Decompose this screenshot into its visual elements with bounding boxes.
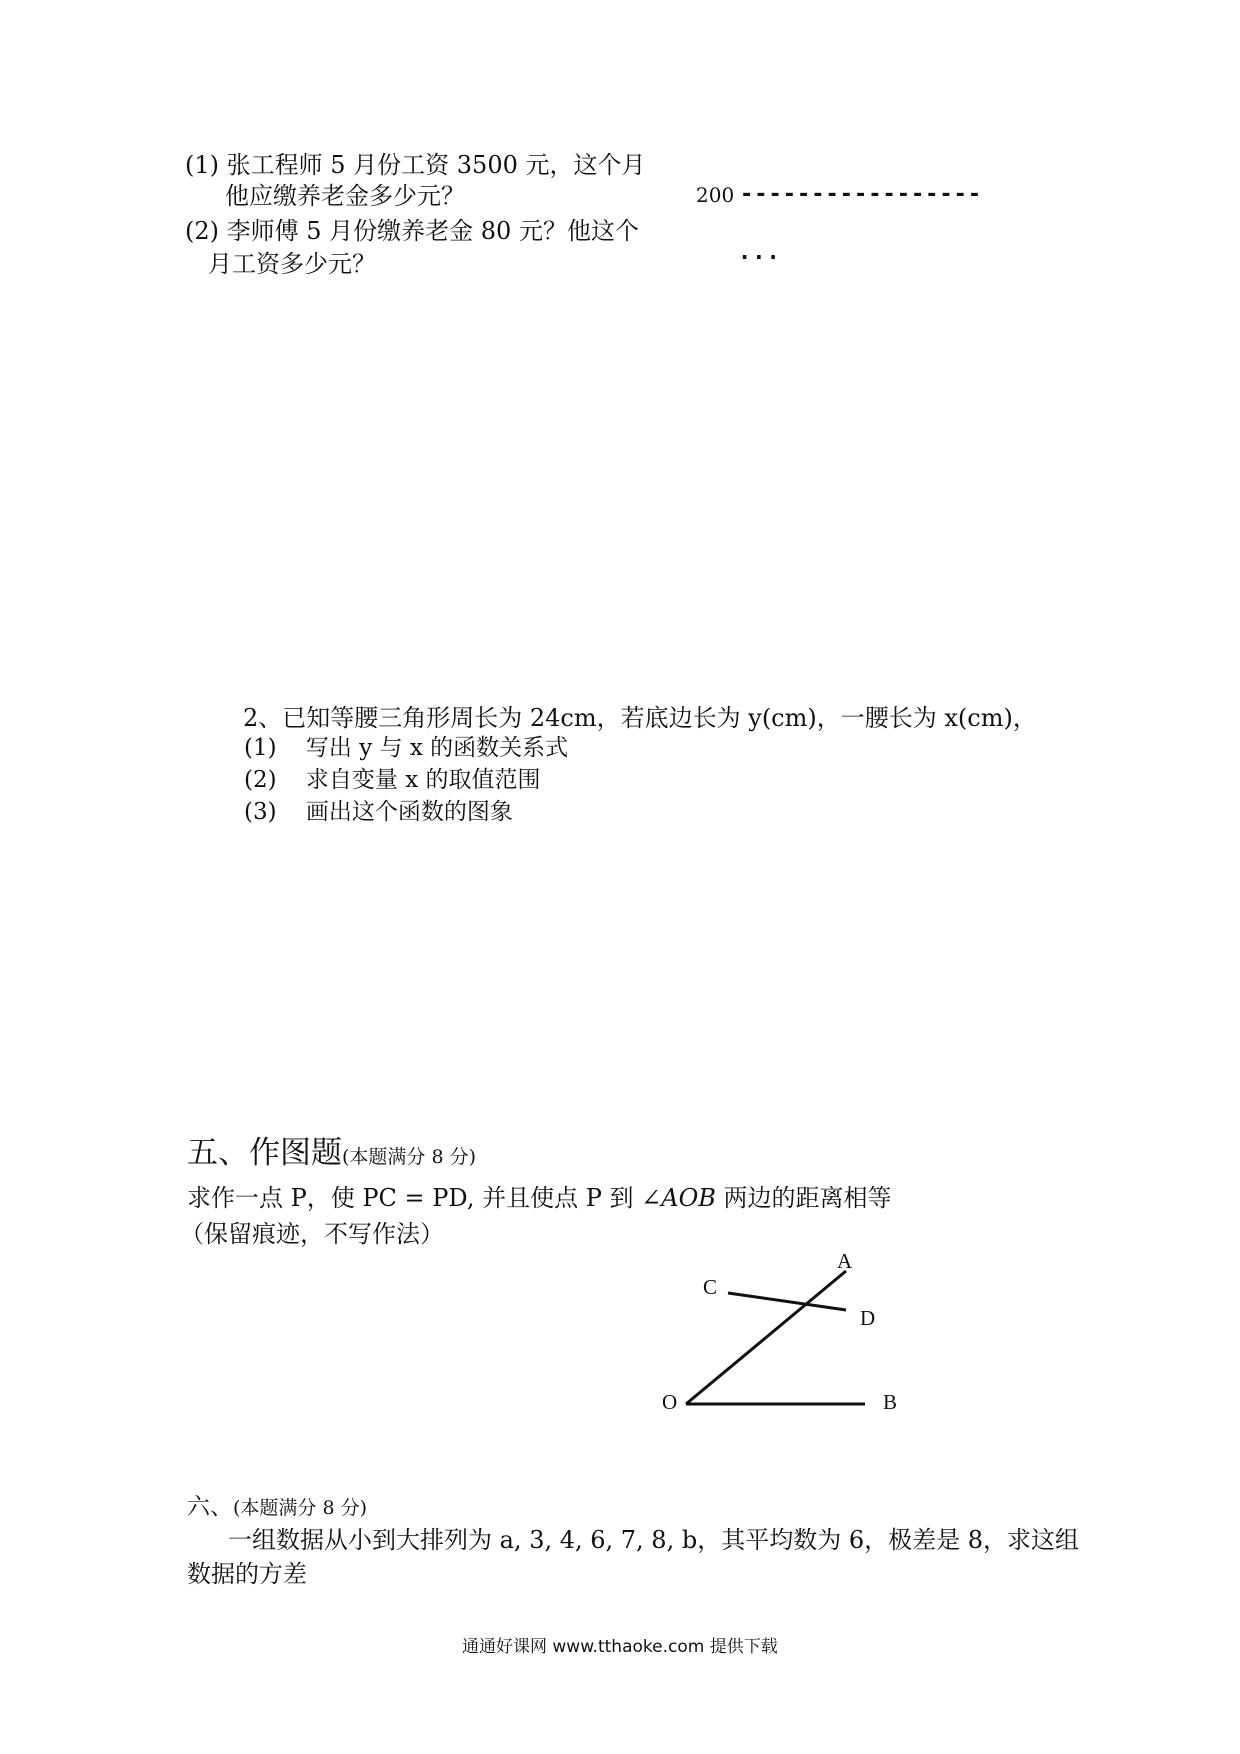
dashed-line: ----------------- xyxy=(740,182,983,207)
section6-line1: 一组数据从小到大排列为 a, 3, 4, 6, 7, 8, b，其平均数为 6，极差是 8，求这组 xyxy=(228,1526,1079,1554)
section6-score: (本题满分 8 分) xyxy=(233,1497,367,1519)
section5-title: 五、作图题 xyxy=(187,1135,342,1171)
item-text: 画出这个函数的图象 xyxy=(305,799,513,825)
label-d: D xyxy=(860,1306,876,1330)
footer-source: 通通好课网 www.tthaoke.com 提供下载 xyxy=(462,1637,778,1657)
item-number: (1) xyxy=(244,735,277,761)
section6-line2: 数据的方差 xyxy=(187,1560,307,1588)
section5-score: (本题满分 8 分) xyxy=(342,1146,476,1168)
ellipsis-marker: ··· xyxy=(738,246,781,271)
item-text: 写出 y 与 x 的函数关系式 xyxy=(305,735,569,761)
axis-value-200: 200 xyxy=(696,183,735,207)
problem1-q2-line2: 月工资多少元？ xyxy=(208,250,376,278)
label-c: C xyxy=(703,1275,718,1299)
problem1-q2-line1: (2) 李师傅 5 月份缴养老金 80 元？他这个 xyxy=(185,217,639,245)
problem1-q1-line1: (1) 张工程师 5 月份工资 3500 元，这个月 xyxy=(185,151,646,179)
section6-title: 六、 xyxy=(187,1494,233,1520)
angle-aob: ∠AOB xyxy=(641,1184,716,1212)
problem2-stem: 2、已知等腰三角形周长为 24cm，若底边长为 y(cm)，一腰长为 x(cm)， xyxy=(243,704,1037,732)
label-b: B xyxy=(883,1390,898,1414)
item-number: (2) xyxy=(244,767,277,793)
item-text: 求自变量 x 的取值范围 xyxy=(305,767,541,793)
item-number: (3) xyxy=(244,799,277,825)
problem1-q1-line2: 他应缴养老金多少元？ xyxy=(225,182,465,210)
segment-cd xyxy=(728,1293,846,1310)
section5-line1-post: 两边的距离相等 xyxy=(715,1184,892,1212)
section5-line2: （保留痕迹，不写作法） xyxy=(180,1220,444,1248)
section5-line1-pre: 求作一点 P，使 PC = PD, 并且使点 P 到 xyxy=(187,1184,642,1212)
label-o: O xyxy=(662,1390,678,1414)
section6-heading xyxy=(187,1492,367,1523)
label-a: A xyxy=(837,1249,853,1273)
